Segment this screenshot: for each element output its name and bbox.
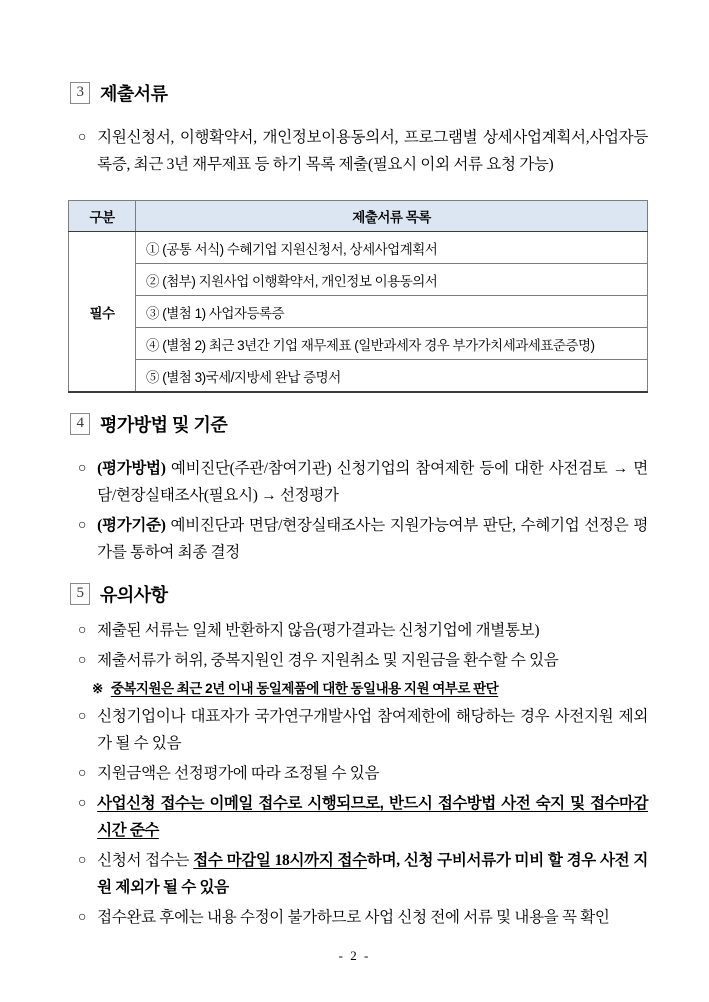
table-row: [69, 232, 648, 264]
section5-bullet-5: [78, 790, 648, 844]
section-number-box: 3: [70, 82, 90, 104]
required-group-cell: 필수: [69, 232, 136, 393]
section5-bullet-7: [78, 904, 648, 931]
duplicate-support-note: [92, 677, 648, 701]
bullet-circle-icon: ○: [78, 910, 87, 925]
table-row: [69, 264, 648, 296]
table-header-category: 구분: [69, 201, 136, 232]
section5-bullet-3-text: 신청기업이나 대표자가 국가연구개발사업 참여제한에 해당하는 경우 사전지원 제외가 될 수 있음: [97, 708, 648, 752]
section5-bullet-2-text: 제출서류가 허위, 중복지원인 경우 지원취소 및 지원금을 환수할 수 있음: [97, 652, 559, 669]
bullet-circle-icon: ○: [78, 130, 87, 145]
table-header-doc-list: 제출서류 목록: [136, 201, 648, 232]
section5-heading: [70, 581, 648, 607]
bullet-circle-icon: ○: [78, 796, 87, 811]
evaluation-criteria-label: (평가기준): [97, 517, 166, 534]
deadline-sentence-start: 신청서 접수는: [97, 852, 194, 869]
section5-bullet-1: [78, 617, 648, 644]
table-cell-doc-5: ⑤ (별첨 3)국세/지방세 완납 증명서: [136, 360, 648, 393]
section4-bullet-criteria: [78, 512, 648, 566]
bullet-circle-icon: ○: [78, 653, 87, 668]
table-cell-doc-2: ② (첨부) 지원사업 이행확약서, 개인정보 이용동의서: [136, 264, 648, 296]
section-number-box: 4: [70, 413, 90, 435]
table-row: [69, 360, 648, 393]
email-submission-warning: 사업신청 접수는 이메일 접수로 시행되므로, 반드시 접수방법 사전 숙지 및 접수마감 시간 준수: [97, 795, 648, 839]
deadline-emphasis: 접수 마감일 18시까지 접수: [193, 852, 367, 869]
section3-bullet-1: [78, 124, 648, 178]
section5-bullet-6-text: [97, 847, 648, 901]
section-notes: [68, 581, 648, 931]
section5-bullet-2: [78, 647, 648, 674]
section-evaluation: [68, 411, 648, 566]
section5-bullet-4-text: 지원금액은 선정평가에 따라 조정될 수 있음: [97, 765, 380, 782]
table-cell-doc-1: ① (공통 서식) 수혜기업 지원신청서, 상세사업계획서: [136, 232, 648, 264]
section3-heading: [70, 80, 648, 106]
bullet-circle-icon: ○: [78, 709, 87, 724]
section4-bullet-method-text: [97, 455, 648, 509]
section4-bullet-method: [78, 455, 648, 509]
bullet-circle-icon: ○: [78, 623, 87, 638]
table-cell-doc-3: ③ (별첨 1) 사업자등록증: [136, 296, 648, 328]
evaluation-method-body: 예비진단(주관/참여기관) 신청기업의 참여제한 등에 대한 사전검토 → 면담/현장실태조사(필요시) → 선정평가: [97, 460, 648, 504]
table-row: [69, 296, 648, 328]
bullet-circle-icon: ○: [78, 766, 87, 781]
section5-bullet-7-text: 접수완료 후에는 내용 수정이 불가하므로 사업 신청 전에 서류 및 내용을 꼭 확인: [97, 909, 610, 926]
table-header-row: [69, 201, 648, 232]
reference-mark-icon: ※: [92, 681, 103, 696]
table-row: [69, 328, 648, 360]
section4-heading: [70, 411, 648, 437]
evaluation-criteria-body: 예비진단과 면담/현장실태조사는 지원가능여부 판단, 수혜기업 선정은 평가를 통하여 최종 결정: [97, 517, 648, 561]
section-number-box: 5: [70, 583, 90, 605]
section5-bullet-5-text: [97, 790, 648, 844]
section4-bullet-criteria-text: [97, 512, 648, 566]
section5-title: 유의사항: [100, 585, 168, 605]
section3-title: 제출서류: [100, 84, 168, 104]
section5-bullet-4: [78, 760, 648, 787]
page-number: - 2 -: [338, 948, 371, 963]
bullet-circle-icon: ○: [78, 461, 87, 476]
submission-documents-table: [68, 200, 648, 393]
section-submission-documents: [68, 80, 648, 393]
section3-bullet-1-text: 지원신청서, 이행확약서, 개인정보이용동의서, 프로그램별 상세사업계획서,사업자등록증, 최근 3년 재무제표 등 하기 목록 제출(필요시 이외 서류 요청 가능): [97, 129, 648, 173]
bullet-circle-icon: ○: [78, 518, 87, 533]
duplicate-support-note-text: 중복지원은 최근 2년 이내 동일제품에 대한 동일내용 지원 여부로 판단: [110, 681, 499, 696]
section5-bullet-6: [78, 847, 648, 901]
section4-title: 평가방법 및 기준: [100, 415, 228, 435]
section5-bullet-1-text: 제출된 서류는 일체 반환하지 않음(평가결과는 신청기업에 개별통보): [97, 622, 540, 639]
bullet-circle-icon: ○: [78, 853, 87, 868]
section5-bullet-3: [78, 703, 648, 757]
evaluation-method-label: (평가방법): [97, 460, 166, 477]
table-cell-doc-4: ④ (별첨 2) 최근 3년간 기업 재무제표 (일반과세자 경우 부가가치세과세표준증명): [136, 328, 648, 360]
deadline-sentence-end: 하며, 신청 구비서류가 미비 할 경우 사전 지원 제외가 될 수 있음: [97, 852, 648, 896]
